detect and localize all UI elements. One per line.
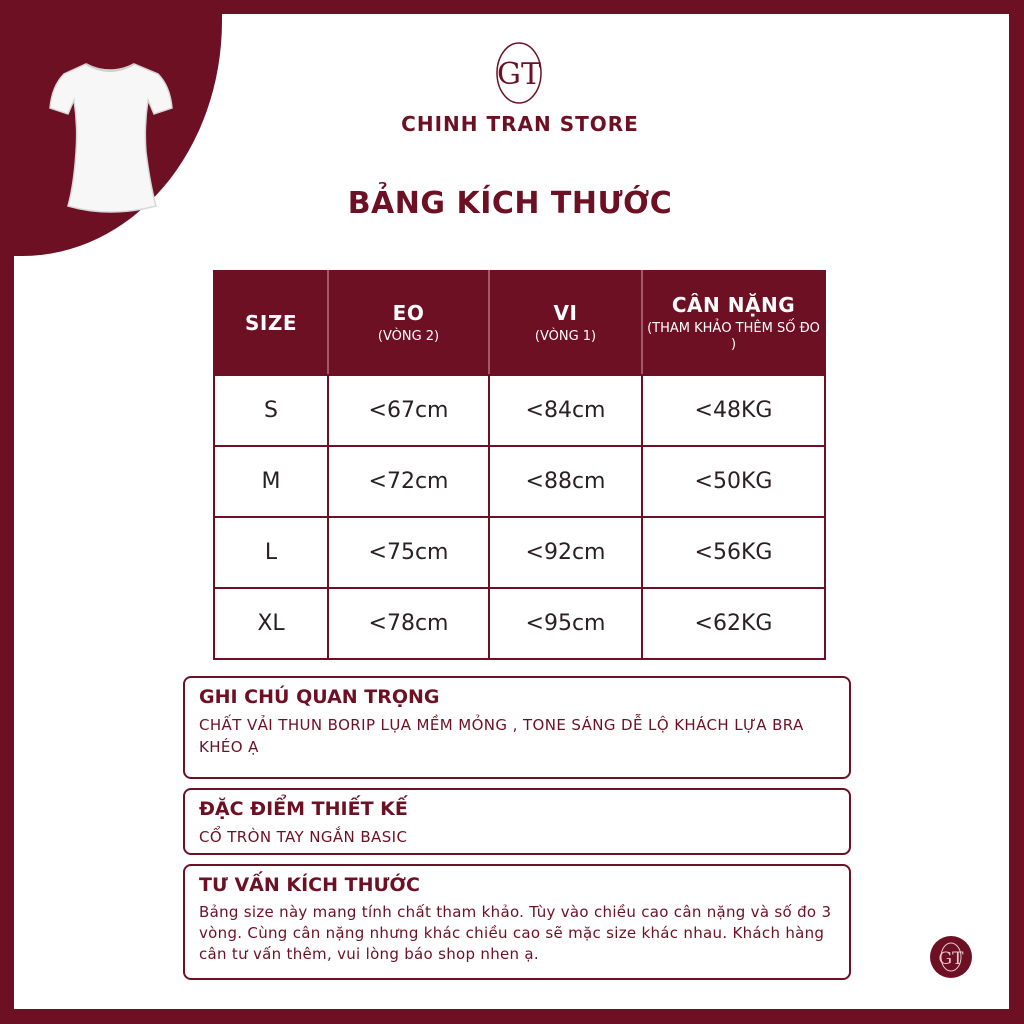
gt-monogram-badge-icon	[930, 936, 972, 978]
white-tshirt-icon	[46, 56, 174, 216]
size-advice-title: TƯ VẤN KÍCH THƯỚC	[199, 874, 420, 896]
cell-waist: <72cm	[328, 446, 489, 517]
header-waist	[328, 271, 489, 375]
badge-monogram-icon	[930, 936, 972, 978]
table-row	[214, 517, 825, 588]
cell-size: M	[214, 446, 328, 517]
header-bust-sub: (VÒNG 1)	[534, 329, 597, 344]
table-row	[214, 446, 825, 517]
badge-letters: GT	[938, 949, 964, 969]
cell-waist: <75cm	[328, 517, 489, 588]
header-bust	[489, 271, 642, 375]
table-row	[214, 588, 825, 659]
header-size	[214, 271, 328, 375]
cell-bust: <88cm	[489, 446, 642, 517]
cell-bust: <84cm	[489, 375, 642, 446]
header-waist-label: EO	[392, 301, 425, 325]
size-advice-body: Bảng size này mang tính chất tham khảo. Tùy vào chiều cao cân nặng và số đo 3 vòng. Cùng cân nặng nhưng khác chiều cao sẽ mặc size khác nhau. Khách hàng cân tư vấn thêm, vui lòng báo shop nhen ạ.	[199, 903, 832, 963]
cell-weight: <62KG	[642, 588, 825, 659]
cell-weight: <48KG	[642, 375, 825, 446]
header-bust-label: VI	[553, 301, 578, 325]
cell-waist: <78cm	[328, 588, 489, 659]
design-feature-body: CỔ TRÒN TAY NGẮN BASIC	[199, 828, 408, 846]
table-row	[214, 375, 825, 446]
header-size-label: SIZE	[244, 311, 297, 335]
design-feature-title: ĐẶC ĐIỂM THIẾT KẾ	[199, 798, 408, 820]
cell-weight: <56KG	[642, 517, 825, 588]
store-name: CHINH TRAN STORE	[401, 112, 639, 136]
design-feature-box	[183, 788, 851, 855]
cell-waist: <67cm	[328, 375, 489, 446]
gt-monogram-icon	[494, 40, 544, 106]
header-weight	[642, 271, 825, 375]
logo-letters: GT	[497, 57, 541, 92]
header-weight-sub: (THAM KHẢO THÊM SỐ ĐO )	[647, 321, 820, 352]
cell-size: L	[214, 517, 328, 588]
cell-size: S	[214, 375, 328, 446]
size-advice-box	[183, 864, 851, 980]
table-header-row	[214, 271, 825, 375]
header-weight-label: CÂN NẶNG	[671, 293, 796, 317]
size-table	[213, 270, 826, 660]
header-waist-sub: (VÒNG 2)	[377, 329, 440, 344]
important-note-title: GHI CHÚ QUAN TRỌNG	[199, 686, 440, 708]
cell-size: XL	[214, 588, 328, 659]
cell-weight: <50KG	[642, 446, 825, 517]
important-note-body: CHẤT VẢI THUN BORIP LỤA MỀM MỎNG , TONE SÁNG DỄ LỘ KHÁCH LỰA BRA KHÉO Ạ	[199, 716, 804, 756]
important-note-box	[183, 676, 851, 779]
page-title: BẢNG KÍCH THƯỚC	[347, 186, 673, 221]
cell-bust: <92cm	[489, 517, 642, 588]
cell-bust: <95cm	[489, 588, 642, 659]
